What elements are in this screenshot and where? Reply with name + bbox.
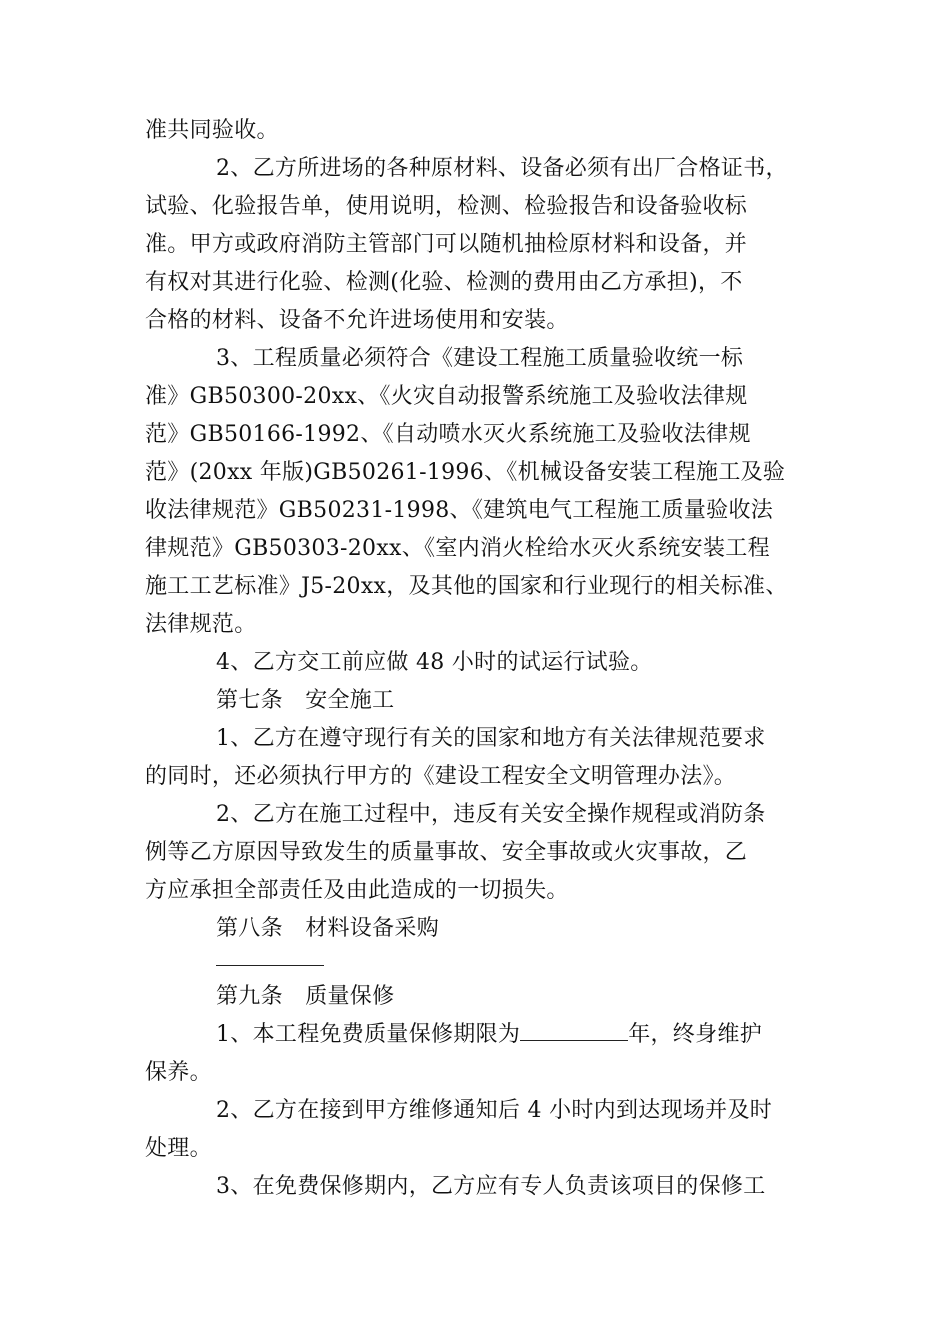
text-line: 3、在免费保修期内，乙方应有专人负责该项目的保修工 xyxy=(216,1174,766,1199)
text-line: 范》(20xx 年版)GB50261-1996、《机械设备安装工程施工及验 xyxy=(145,460,786,485)
text-line: 4、乙方交工前应做 48 小时的试运行试验。 xyxy=(216,650,653,675)
text-line: 合格的材料、设备不允许进场使用和安装。 xyxy=(145,308,569,333)
text-line: 2、乙方在接到甲方维修通知后 4 小时内到达现场并及时 xyxy=(216,1098,773,1123)
fill-in-blank xyxy=(520,1020,628,1041)
text-line: 处理。 xyxy=(145,1136,212,1161)
text-line: 律规范》GB50303-20xx、《室内消火栓给水灭火系统安装工程 xyxy=(145,536,770,561)
warranty-text-before: 1、本工程免费质量保修期限为 xyxy=(216,1022,521,1047)
text-line: 方应承担全部责任及由此造成的一切损失。 xyxy=(145,878,569,903)
text-line: 的同时，还必须执行甲方的《建设工程安全文明管理办法》。 xyxy=(145,764,737,789)
text-line: 2、乙方在施工过程中，违反有关安全操作规程或消防条 xyxy=(216,802,766,827)
text-line: 例等乙方原因导致发生的质量事故、安全事故或火灾事故，乙 xyxy=(145,840,748,865)
section-heading: 第八条 材料设备采购 xyxy=(216,916,440,941)
text-line: 1、乙方在遵守现行有关的国家和地方有关法律规范要求 xyxy=(216,726,766,751)
text-line: 收法律规范》GB50231-1998、《建筑电气工程施工质量验收法 xyxy=(145,498,774,523)
warranty-line xyxy=(216,1020,762,1050)
text-line: 准。甲方或政府消防主管部门可以随机抽检原材料和设备，并 xyxy=(145,232,748,257)
fill-in-blank xyxy=(216,965,324,966)
text-line: 法律规范。 xyxy=(145,612,257,637)
text-line: 保养。 xyxy=(145,1060,212,1085)
text-line: 准共同验收。 xyxy=(145,118,279,143)
text-line: 准》GB50300-20xx、《火灾自动报警系统施工及验收法律规 xyxy=(145,384,748,409)
text-line: 试验、化验报告单，使用说明，检测、检验报告和设备验收标 xyxy=(145,194,748,219)
text-line: 3、工程质量必须符合《建设工程施工质量验收统一标 xyxy=(216,346,744,371)
section-heading: 第九条 质量保修 xyxy=(216,984,395,1009)
section-heading: 第七条 安全施工 xyxy=(216,688,395,713)
text-line: 有权对其进行化验、检测(化验、检测的费用由乙方承担)，不 xyxy=(145,270,743,295)
warranty-text-after: 年，终身维护 xyxy=(628,1022,763,1047)
text-line: 2、乙方所进场的各种原材料、设备必须有出厂合格证书， xyxy=(216,156,788,181)
text-line: 范》GB50166-1992、《自动喷水灭火系统施工及验收法律规 xyxy=(145,422,751,447)
text-line: 施工工艺标准》J5-20xx，及其他的国家和行业现行的相关标准、 xyxy=(145,574,788,599)
